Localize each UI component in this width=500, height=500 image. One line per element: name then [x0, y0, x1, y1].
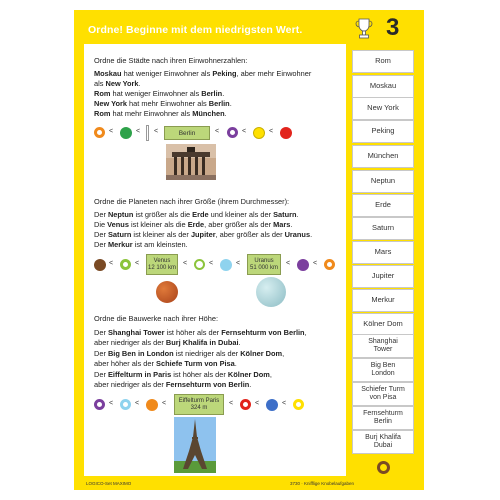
less-than: < — [229, 400, 234, 407]
card-number: 3 — [386, 14, 400, 41]
content-panel — [84, 44, 346, 476]
less-than: < — [183, 260, 188, 267]
less-than: < — [109, 128, 114, 135]
eiffel-label: Eiffelturm Paris — [178, 397, 220, 404]
clue-line: Moskau hat weniger Einwohner als Peking, aber mehr Einwohner — [94, 69, 312, 78]
peg-blue — [266, 399, 278, 411]
peg-orange — [94, 127, 105, 138]
planet-uranus-image — [256, 277, 286, 307]
answer-label-eiffel — [174, 394, 224, 415]
less-than: < — [162, 400, 167, 407]
tile-jupiter[interactable]: Jupiter — [352, 265, 414, 288]
clue-line: Der Merkur ist am kleinsten. — [94, 240, 188, 249]
less-than: < — [135, 260, 140, 267]
peg-brown-ring — [377, 461, 390, 474]
peg-lime-small — [194, 259, 205, 270]
uranus-value: 51 000 km — [249, 264, 279, 271]
peg-yellow-ring — [293, 399, 304, 410]
tile-rom[interactable]: Rom — [352, 50, 414, 73]
section2-intro: Ordne die Planeten nach ihrer Größe (ihrem Durchmesser): — [94, 197, 290, 206]
tile-muenchen[interactable]: München — [352, 145, 414, 168]
answer-label-uranus — [247, 254, 281, 275]
peg-purple — [227, 127, 238, 138]
answer-row-planets — [94, 254, 344, 276]
tile-merkur[interactable]: Merkur — [352, 289, 414, 312]
tile-fernsehturm-berlin[interactable]: Fernsehturm Berlin — [352, 406, 414, 430]
venus-value: 12 100 km — [147, 264, 177, 271]
section3-intro: Ordne die Bauwerke nach ihrer Höhe: — [94, 314, 219, 323]
less-than: < — [109, 260, 114, 267]
tile-schiefer-turm-pisa[interactable]: Schiefer Turm von Pisa — [352, 382, 414, 406]
peg-green — [120, 127, 132, 139]
clue-line: aber höher als der Schiefe Turm von Pisa. — [94, 359, 237, 368]
tile-shanghai-tower[interactable]: Shanghai Tower — [352, 334, 414, 358]
clue-line: Der Big Ben in London ist niedriger als der Kölner Dom, — [94, 349, 285, 358]
tile-column — [352, 44, 414, 476]
less-than: < — [136, 128, 141, 135]
uranus-label: Uranus — [254, 257, 274, 264]
less-than: < — [236, 260, 241, 267]
slot-marker — [146, 125, 149, 141]
trophy-icon — [352, 16, 376, 44]
peg-red-ring — [240, 399, 251, 410]
clue-line: Der Shanghai Tower ist höher als der Fernsehturm von Berlin, — [94, 328, 307, 337]
footer-right: 3730 · Knifflige Knobelaufgaben — [290, 481, 354, 486]
header — [84, 16, 414, 44]
clue-line: aber niedriger als der Burj Khalifa in Dubai. — [94, 338, 241, 347]
clue-line: aber niedriger als der Fernsehturm von Berlin. — [94, 380, 252, 389]
less-than: < — [255, 400, 260, 407]
photo-brandenburg-gate — [166, 144, 216, 180]
less-than: < — [215, 128, 220, 135]
peg-orange — [324, 259, 335, 270]
peg-light-blue-ring — [120, 399, 131, 410]
planet-mars-image — [156, 281, 178, 303]
answer-row-buildings — [94, 394, 344, 416]
tile-mars[interactable]: Mars — [352, 241, 414, 264]
tile-neptun[interactable]: Neptun — [352, 170, 414, 193]
clue-line: Die Venus ist kleiner als die Erde, aber größer als der Mars. — [94, 220, 293, 229]
peg-light-blue — [220, 259, 232, 271]
tile-big-ben-london[interactable]: Big Ben London — [352, 358, 414, 382]
answer-row-cities — [94, 122, 334, 144]
peg-yellow — [253, 127, 265, 139]
answer-label-venus — [146, 254, 178, 275]
less-than: < — [154, 128, 159, 135]
tile-peking[interactable]: Peking — [352, 120, 414, 143]
clue-line: als New York. — [94, 79, 141, 88]
peg-brown — [94, 259, 106, 271]
tile-new-york[interactable]: New York — [352, 97, 414, 120]
tile-burj-khalifa-dubai[interactable]: Burj Khalifa Dubai — [352, 430, 414, 454]
clue-line: Der Eiffelturm in Paris ist höher als der Kölner Dom, — [94, 370, 272, 379]
clue-line: Rom hat weniger Einwohner als Berlin. — [94, 89, 225, 98]
clue-line: New York hat mehr Einwohner als Berlin. — [94, 99, 232, 108]
tile-koelner-dom[interactable]: Kölner Dom — [352, 313, 414, 336]
peg-purple — [297, 259, 309, 271]
less-than: < — [282, 400, 287, 407]
peg-purple-ring — [94, 399, 105, 410]
less-than: < — [286, 260, 291, 267]
photo-eiffel-tower — [174, 417, 216, 473]
tile-moskau[interactable]: Moskau — [352, 75, 414, 98]
section1-intro: Ordne die Städte nach ihren Einwohnerzahlen: — [94, 56, 248, 65]
peg-orange — [146, 399, 158, 411]
footer-left: LOGICO-Set MAXIMO — [86, 481, 132, 486]
tile-saturn[interactable]: Saturn — [352, 217, 414, 240]
peg-lime — [120, 259, 131, 270]
less-than: < — [135, 400, 140, 407]
clue-line: Der Saturn ist kleiner als der Jupiter, aber größer als der Uranus. — [94, 230, 313, 239]
clue-line: Der Neptun ist größer als die Erde und kleiner als der Saturn. — [94, 210, 299, 219]
tile-erde[interactable]: Erde — [352, 194, 414, 217]
less-than: < — [269, 128, 274, 135]
eiffel-height: 324 m — [190, 404, 208, 411]
less-than: < — [313, 260, 318, 267]
less-than: < — [242, 128, 247, 135]
venus-label: Venus — [153, 257, 171, 264]
page-title: Ordne! Beginne mit dem niedrigsten Wert. — [88, 24, 303, 36]
less-than: < — [109, 400, 114, 407]
answer-label-berlin: Berlin — [164, 126, 210, 140]
clue-line: Rom hat mehr Einwohner als München. — [94, 109, 227, 118]
peg-red — [280, 127, 292, 139]
less-than: < — [209, 260, 214, 267]
